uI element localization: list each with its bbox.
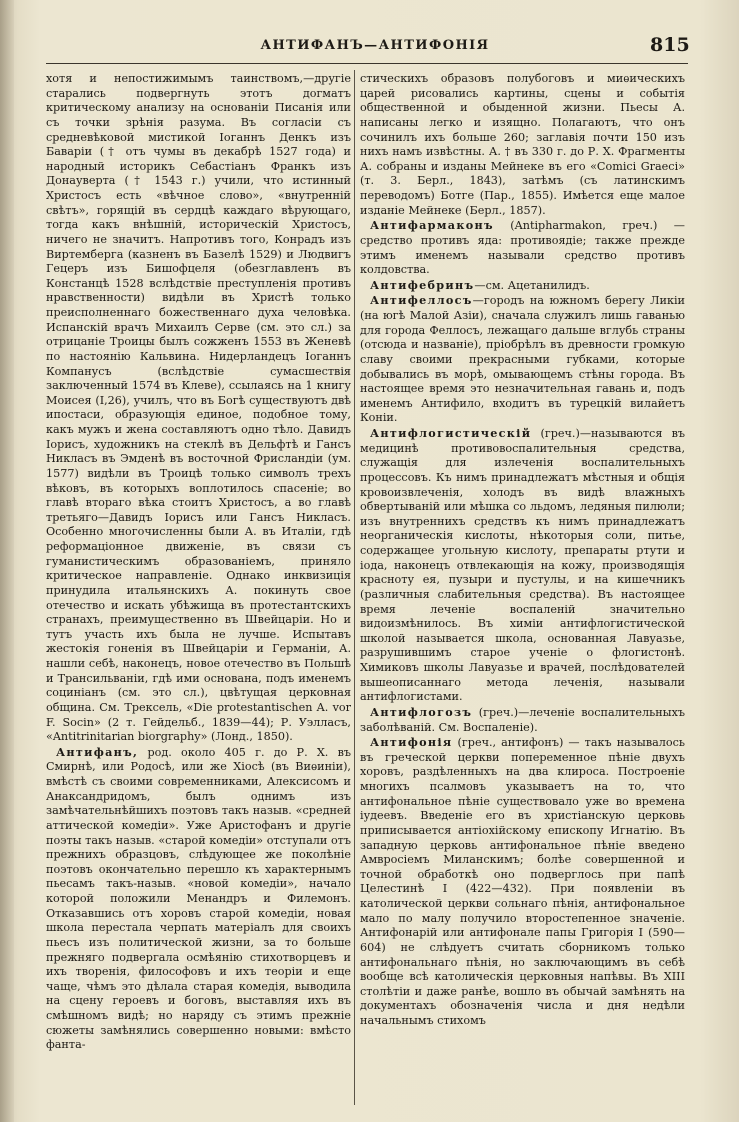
entry-text: (греч., антифонъ) — такъ называлось въ греческой церкви попеременное пѣніе двухъ хоровъ, раздѣленныхъ на два клироса. Построеніе многихъ псалмовъ указываетъ на то, что антифональное пѣніе существовало уже во времена іудеевъ. Введеніе его въ христіанскую церковь приписывается антіохійскому епископу Игнатію. Въ западную церковь антифональное пѣніе введено Амвросіемъ Миланскимъ; болѣе совершенной и точной обработкѣ оно подверглось при папѣ Целестинѣ I (422—432). При появленіи въ католической церкви сольнаго пѣнія, антифональное мало по малу получило второстепенное значеніе. Антифонарій или антифонале папы Григорія I (590—604) не слѣдуетъ считать сборникомъ только антифональнаго пѣнія, но заключающимъ въ себѣ вообще всѣ католическія церковныя напѣвы. Въ XIII столѣтіи и даже ранѣе, вошло въ обычай замѣнять на документахъ обозначенія числа и дня недѣли начальнымъ стихомъ	[360, 736, 685, 1027]
entry-text: —см. Ацетанилидъ.	[474, 278, 590, 292]
gutter-shadow	[0, 0, 14, 1122]
entry-headword: Антифармаконъ	[370, 218, 494, 233]
header-title: АНТИФАНЪ—АНТИФОНІЯ	[260, 38, 490, 53]
entry-headword: Антифебринъ	[370, 277, 475, 292]
entry-antiflogoz	[360, 705, 685, 735]
entry-antipharmakon	[360, 218, 685, 278]
entry-text: —городъ на южномъ берегу Ликіи (на югѣ Малой Азіи), сначала служилъ лишь гаванью для города Феллосъ, лежащаго дальше вглубь страны (отсюда и названіе), пріобрѣлъ въ древности громкую славу своими прекрасными губками, которые добывались въ морѣ, омывающемъ стѣны города. Въ настоящее время это незначительная гавань и, подъ именемъ Антифило, входитъ въ турецкій вилайетъ Коніи.	[360, 294, 685, 425]
page-number: 815	[650, 34, 690, 56]
running-header	[0, 34, 739, 60]
entry-headword: Антифанъ,	[56, 744, 139, 759]
entry-text: род. около 405 г. до Р. Х. въ Смирнѣ, или Родосѣ, или же Хіосѣ (въ Виѳиніи), вмѣстѣ съ своими современниками, Алексисомъ и Анаксандридомъ, былъ однимъ изъ замѣчательнѣйшихъ поэтовъ такъ назыв. «средней аттической комедіи». Уже Аристофанъ и другіе поэты такъ назыв. «старой комедіи» отступали отъ прежнихъ образцовъ, слѣдующее же поколѣніе поэтовъ окончательно перешло къ характернымъ пьесамъ такъ-назыв. «новой комедіи», начало которой положили Менандръ и Филемонъ. Отказавшись отъ хоровъ старой комедіи, новая школа перестала черпать матеріалъ для своихъ пьесъ изъ политической жизни, за то больше прежняго подвергала осмѣянію стихотворцевъ и ихъ творенія, философовъ и ихъ теоріи и еще чаще, чѣмъ это дѣлала старая комедія, выводила на сцену героевъ и боговъ, выставляя ихъ въ смѣшномъ видѣ; но наряду съ этимъ прежніе сюжеты замѣнялись совершенно новыми: вмѣсто фанта-	[46, 745, 351, 1052]
entry-headword: Антифлогозъ	[370, 704, 473, 719]
entry-antifellos	[360, 293, 685, 426]
entry-antiflogisticheskiy	[360, 426, 685, 705]
entry-antifebrin	[360, 278, 685, 294]
entry-headword: Антифонія	[370, 735, 453, 750]
entry-headword: Антифлогистическій	[370, 426, 532, 440]
header-rule	[46, 63, 688, 64]
entry-headword: Антифеллосъ	[370, 293, 473, 308]
entry-antifonia	[360, 735, 685, 1029]
right-column	[360, 72, 685, 1029]
entry-text: (греч.)—леченіе воспалительныхъ заболѣваній. См. Воспаленіе).	[360, 705, 685, 734]
column-divider	[354, 70, 355, 1105]
continued-paragraph: хотя и непостижимымъ таинствомъ,—другіе старались подвергнуть этотъ догматъ критическому анализу на основаніи Писанія или съ точки зрѣнія разума. Въ согласіи съ средневѣковой мистикой Іоганнъ Денкъ изъ Баваріи († отъ чумы въ декабрѣ 1527 года) и народный историкъ Себастіанъ Франкъ изъ Донауверта († 1543 г.) учили, что истинный Христосъ есть «вѣчное слово», «внутренній свѣтъ», горящій въ сердцѣ каждаго вѣрующаго, тогда какъ внѣшній, историческій Христосъ, ничего не значитъ. Напротивъ того, Конрадъ изъ Виртемберга (казненъ въ Базелѣ 1529) и Людвигъ Гецеръ изъ Бишофцеля (обезглавленъ въ Констанцѣ 1528 вслѣдствіе преступленія противъ нравственности) видѣли въ Христѣ только преисполненнаго божественнаго духа человѣка. Испанскій врачъ Михаилъ Серве (см. это сл.) за отрицаніе Троицы былъ сожженъ 1553 въ Женевѣ по настоянію Кальвина. Нидерландецъ Іоганнъ Компанусъ (вслѣдствіе сумасшествія заключенный 1574 въ Клеве), ссылаясь на 1 книгу Моисея (I,26), училъ, что въ Богѣ существуютъ двѣ ипостаси, образующія единое, подобное тому, какъ мужъ и жена составляютъ одно тѣло. Давидъ Іорисъ, художникъ на стеклѣ въ Дельфтѣ и Гансъ Никласъ въ Эмденѣ въ восточной Фрисландіи (ум. 1577) видѣли въ Троицѣ только символъ трехъ вѣковъ, въ которыхъ воплотилось спасеніе; во главѣ втораго вѣка стоитъ Христосъ, а во главѣ третьяго—Давидъ Іорисъ или Гансъ Никласъ. Особенно многочисленны были А. въ Италіи, гдѣ реформаціонное движеніе, въ связи съ гуманистическимъ образованіемъ, приняло критическое направленіе. Однако инквизиція принудила итальянскихъ А. покинуть свое отечество и искать убѣжища въ протестантскихъ странахъ, преимущественно въ Швейцаріи. Но и тутъ участь ихъ была не лучше. Испытавъ жестокія гоненія въ Швейцаріи и Германіи, А. нашли себѣ, наконецъ, новое отечество въ Польшѣ и Трансильваніи, гдѣ ими основана, подъ именемъ социніанъ (см. это сл.), цвѣтущая церковная община. См. Трексель, «Die protestantischen A. vor F. Socin» (2 т. Гейдельб., 1839—44); Р. Уэлласъ, «Antitrinitarian biorgraphy» (Лонд., 1850).	[46, 72, 351, 744]
entry-antifan	[46, 745, 351, 1053]
entry-text: (Antipharmakon, греч.) — средство противъ яда: противоядіе; также прежде этимъ именемъ называли средство противъ колдовства.	[360, 219, 685, 277]
left-column	[46, 72, 351, 1053]
entry-text: (греч.)—называются въ медицинѣ противовоспалительныя средства, служащія для излеченія воспалительныхъ процессовъ. Къ нимъ принадлежатъ мѣстныя и общія кровоизвлеченія, холодъ въ видѣ влажныхъ обвертываній или мѣшка со льдомъ, ледяныя пилюли; изъ внутреннихъ средствъ къ нимъ принадлежатъ неорганическія кислоты, нѣкоторыя соли, питье, содержащее угольную кислоту, препараты ртути и іода, наконецъ отвлекающія на кожу, производящія краснoту ея, пузыри и пустулы, и на кишечникъ (различныя слабительныя средства). Въ настоящее время леченіе воспаленій значительно видоизмѣнилось. Въ химіи антифлогистической школой называется школа, основанная Лавуазье, разрушившимъ старое ученіе о флогистонѣ. Химиковъ школы Лавуазье и врачей, послѣдователей вышеописаннаго метода леченія, называли антифлогистами.	[360, 427, 685, 704]
continued-paragraph: стическихъ образовъ полубоговъ и миѳическихъ царей рисовались картины, сцены и событія общественной и обыденной жизни. Пьесы А. написаны легко и изящно. Полагаютъ, что онъ сочинилъ ихъ больше 260; заглавія почти 150 изъ нихъ намъ извѣстны. А. † въ 330 г. до Р. Х. Фрагменты А. собраны и изданы Мейнеке въ его «Comici Graeci» (т. 3. Берл., 1843), затѣмъ (съ латинскимъ переводомъ) Ботге (Пар., 1855). Имѣется еще малое изданіе Мейнеке (Берл., 1857).	[360, 72, 685, 217]
